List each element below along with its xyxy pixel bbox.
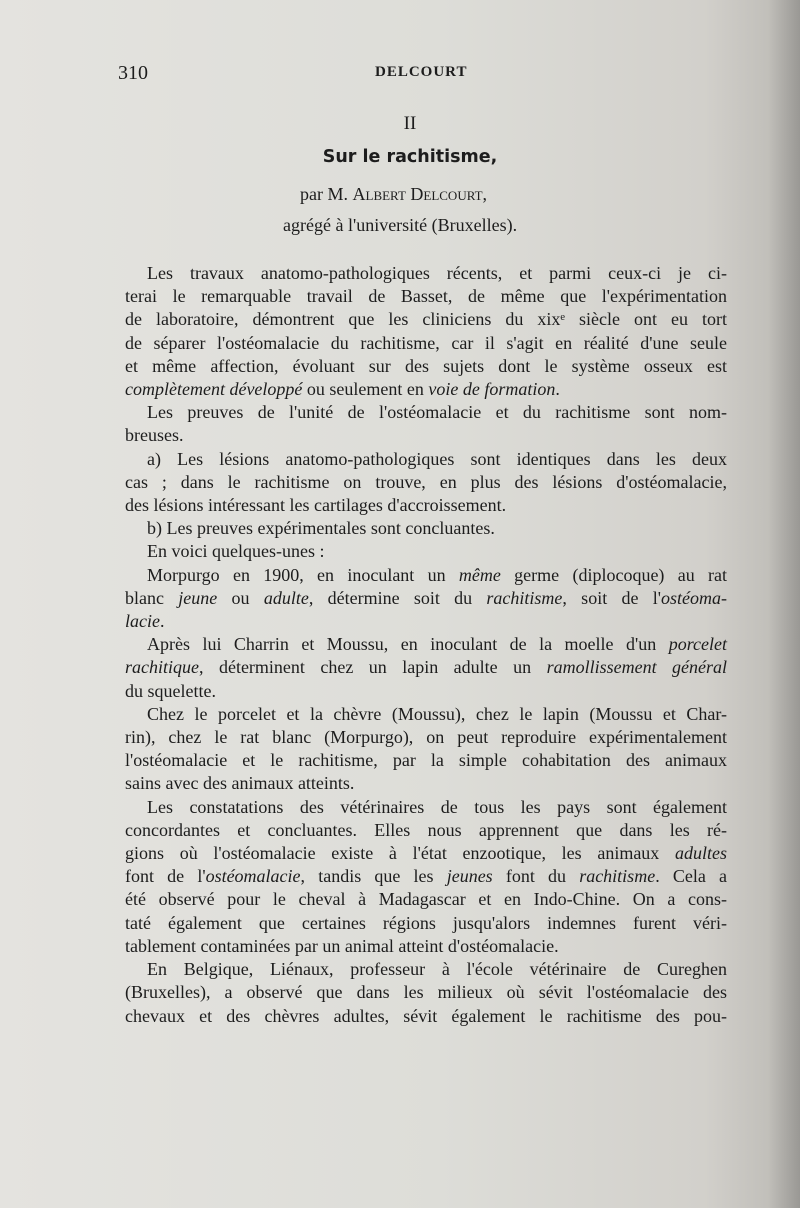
emphasis: adulte bbox=[263, 587, 309, 608]
text-line: Les travaux anatomo-pathologiques récents, et parmi ceux-ci je ci- bbox=[147, 263, 727, 283]
text-run: ou seulement en bbox=[302, 379, 429, 400]
emphasis: lacie bbox=[125, 611, 160, 632]
body-text bbox=[125, 262, 727, 1028]
text-line: et même affection, évoluant sur des sujets dont le système osseux est bbox=[125, 355, 727, 376]
text-run: blanc bbox=[125, 587, 179, 608]
emphasis: même bbox=[458, 564, 501, 585]
text-line: Les preuves de l'unité de l'ostéomalacie et du rachitisme sont nom- bbox=[147, 402, 727, 423]
article-title: Sur le rachitisme, bbox=[322, 147, 498, 167]
text-line: des lésions intéressant les cartilages d'accroissement. bbox=[125, 495, 507, 516]
author-name: Albert Delcourt, bbox=[352, 184, 488, 204]
running-head: DELCOURT bbox=[375, 64, 468, 80]
text-line: concordantes et concluantes. Elles nous apprennent que dans les ré- bbox=[125, 819, 727, 840]
text-run: , détermine soit du bbox=[308, 587, 487, 608]
text-run: gions où l'ostéomalacie existe à l'état enzootique, les animaux bbox=[125, 843, 675, 864]
byline-prefix: par M. bbox=[300, 184, 348, 204]
text-line: b) Les preuves expérimentales sont concluantes. bbox=[147, 518, 495, 539]
text-run: font du bbox=[492, 866, 580, 887]
text-run: . Cela a bbox=[655, 866, 727, 887]
text-line: rin), chez le rat blanc (Morpurgo), on peut reproduire expérimentalement bbox=[125, 727, 727, 748]
text-line bbox=[125, 865, 727, 888]
emphasis: jeune bbox=[178, 587, 218, 608]
section-number: II bbox=[403, 113, 417, 134]
emphasis: ramollissement général bbox=[546, 657, 728, 678]
text-line: chevaux et des chèvres adultes, sévit également le rachitisme des pou- bbox=[125, 1005, 727, 1026]
text-line: été observé pour le cheval à Madagascar et en Indo-Chine. On a cons- bbox=[125, 889, 727, 910]
text-line: a) Les lésions anatomo-pathologiques sont identiques dans les deux bbox=[147, 448, 727, 469]
text-run: font de l' bbox=[125, 866, 206, 887]
paragraph bbox=[125, 703, 727, 796]
text-line: tablement contaminées par un animal atteint d'ostéomalacie. bbox=[125, 935, 559, 956]
text-line: l'ostéomalacie et le rachitisme, par la simple cohabitation des animaux bbox=[125, 750, 727, 771]
paragraph bbox=[125, 564, 727, 634]
paragraph bbox=[125, 401, 727, 447]
emphasis: ostéomalacie bbox=[205, 866, 301, 887]
paragraph bbox=[125, 517, 727, 540]
paragraph bbox=[125, 796, 727, 958]
emphasis: rachitique bbox=[125, 657, 199, 678]
text-line: Chez le porcelet et la chèvre (Moussu), chez le lapin (Moussu et Char- bbox=[147, 703, 727, 724]
byline bbox=[300, 184, 487, 205]
page-header bbox=[0, 62, 800, 88]
emphasis: rachitisme bbox=[579, 866, 656, 887]
text-run: , soit de l' bbox=[562, 587, 661, 608]
paragraph bbox=[125, 448, 727, 518]
text-line bbox=[125, 633, 727, 656]
text-line: cas ; dans le rachitisme on trouve, en plus des lésions d'ostéomalacie, bbox=[125, 471, 727, 492]
text-line: du squelette. bbox=[125, 680, 216, 701]
text-line: sains avec des animaux atteints. bbox=[125, 773, 355, 794]
text-run: Après lui Charrin et Moussu, en inoculant de la moelle d'un bbox=[147, 634, 669, 655]
text-run: . bbox=[555, 379, 560, 400]
text-line: terai le remarquable travail de Basset, de même que l'expérimentation bbox=[125, 286, 727, 307]
emphasis: complètement développé bbox=[125, 379, 303, 400]
paragraph bbox=[125, 262, 727, 401]
text-line: breuses. bbox=[125, 425, 184, 446]
text-run: ou bbox=[217, 587, 264, 608]
text-line bbox=[125, 378, 727, 401]
text-run: , déterminent chez un lapin adulte un bbox=[199, 657, 547, 678]
text-line: En Belgique, Liénaux, professeur à l'école vétérinaire de Cureghen bbox=[147, 959, 727, 980]
text-line bbox=[125, 587, 727, 610]
paragraph bbox=[125, 540, 727, 563]
text-line: de séparer l'ostéomalacie du rachitisme, car il s'agit en réalité d'une seule bbox=[125, 332, 727, 353]
text-run: , tandis que les bbox=[300, 866, 447, 887]
paragraph bbox=[125, 633, 727, 703]
text-run: Morpurgo en 1900, en inoculant un bbox=[147, 564, 459, 585]
text-line: taté également que certaines régions jusqu'alors indemnes furent véri- bbox=[125, 912, 727, 933]
text-run: . bbox=[159, 611, 165, 632]
emphasis: rachitisme bbox=[486, 587, 563, 608]
text-line: En voici quelques-unes : bbox=[147, 541, 325, 562]
paragraph bbox=[125, 958, 727, 1028]
text-line bbox=[125, 610, 727, 633]
emphasis: ostéoma- bbox=[661, 587, 727, 608]
text-line: Les constatations des vétérinaires de tous les pays sont également bbox=[147, 796, 727, 817]
emphasis: adultes bbox=[675, 843, 727, 864]
text-line bbox=[125, 564, 727, 587]
page-gutter-shadow bbox=[768, 0, 800, 1208]
page-number: 310 bbox=[118, 62, 148, 84]
text-run: germe (diplocoque) au rat bbox=[500, 564, 727, 585]
text-line: de laboratoire, démontrent que les cliniciens du xixᵉ siècle ont eu tort bbox=[125, 309, 727, 330]
emphasis: voie de formation bbox=[428, 379, 556, 400]
text-line bbox=[125, 842, 727, 865]
emphasis: porcelet bbox=[668, 634, 727, 655]
emphasis: jeunes bbox=[446, 866, 493, 887]
text-line: (Bruxelles), a observé que dans les milieux où sévit l'ostéomalacie des bbox=[125, 982, 727, 1003]
text-line bbox=[125, 656, 727, 679]
author-affiliation: agrégé à l'université (Bruxelles). bbox=[283, 215, 518, 235]
